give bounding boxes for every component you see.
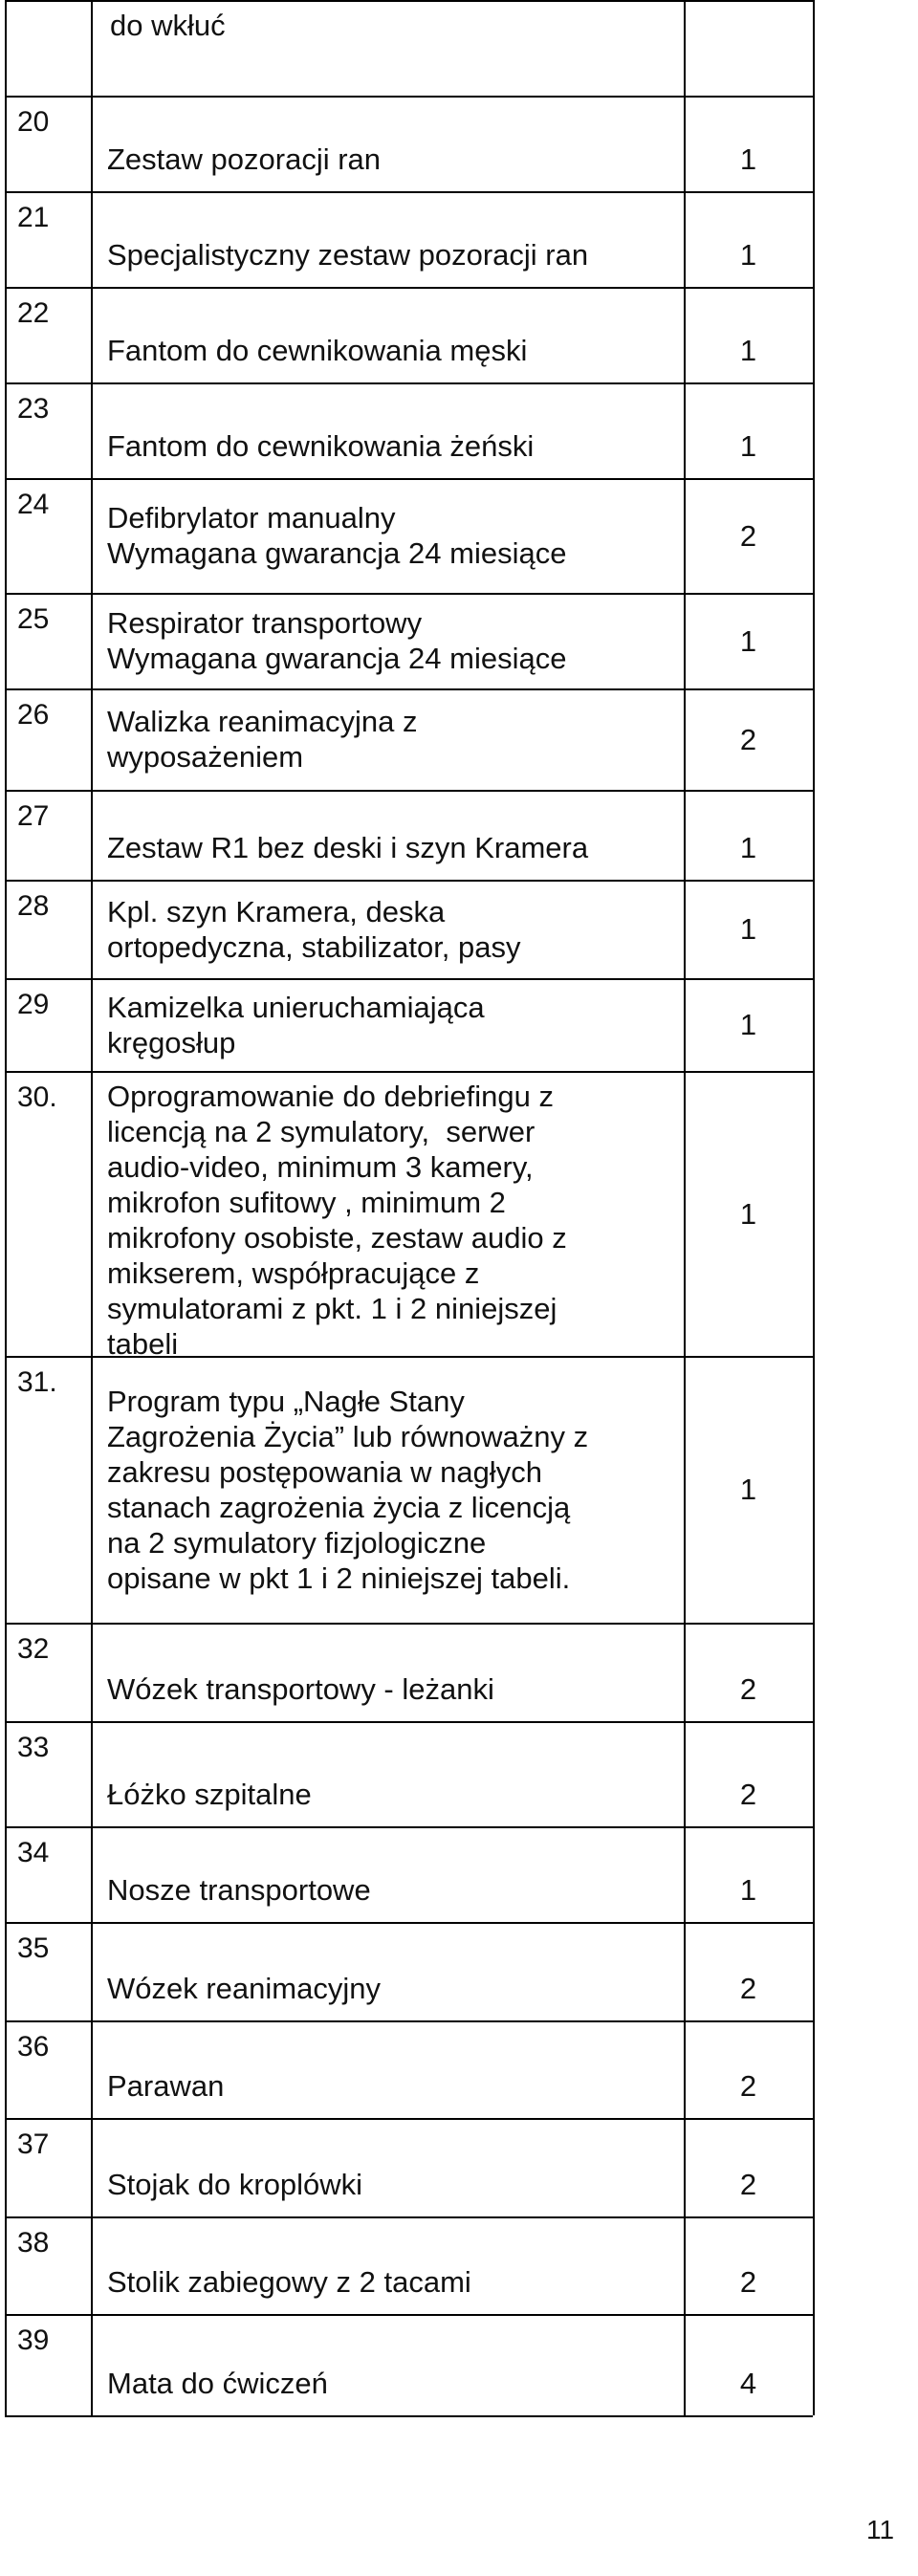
row-item-name: Specjalistyczny zestaw pozoracji ran — [107, 238, 589, 272]
row-border — [5, 1623, 813, 1625]
row-border — [5, 790, 813, 792]
row-quantity: 1 — [739, 1473, 757, 1506]
row-item-name: Defibrylator manualny Wymagana gwarancja 24 miesiące — [107, 501, 567, 570]
row-border — [5, 2216, 813, 2218]
row-number: 28 — [17, 890, 50, 922]
row-border — [5, 382, 813, 384]
row-number: 27 — [17, 800, 50, 832]
row-quantity: 1 — [739, 429, 757, 463]
row-border — [5, 287, 813, 289]
row-number: 32 — [17, 1633, 50, 1665]
row-quantity: 2 — [739, 2265, 757, 2299]
row-border — [5, 688, 813, 690]
row-item-name: Zestaw R1 bez deski i szyn Kramera — [107, 831, 589, 864]
row-number: 31. — [17, 1366, 57, 1398]
row-border — [5, 191, 813, 193]
row-number: 22 — [17, 297, 50, 329]
row-item-name: Respirator transportowy Wymagana gwarancja 24 miesiące — [107, 606, 567, 675]
row-number: 35 — [17, 1932, 50, 1964]
row-border — [5, 96, 813, 98]
row-number: 39 — [17, 2325, 50, 2356]
row-quantity: 2 — [739, 2168, 757, 2201]
row-border — [5, 2415, 813, 2417]
row-quantity: 1 — [739, 912, 757, 946]
row-item-name: Wózek reanimacyjny — [107, 1972, 381, 2005]
row-quantity: 4 — [739, 2367, 757, 2400]
row-border — [5, 478, 813, 480]
row-quantity: 1 — [739, 238, 757, 272]
row-border — [5, 1721, 813, 1723]
row-number: 29 — [17, 989, 50, 1020]
row-number: 25 — [17, 603, 50, 635]
row-item-name: Zestaw pozoracji ran — [107, 142, 382, 176]
row-border — [5, 2314, 813, 2316]
row-item-name: Nosze transportowe — [107, 1873, 371, 1907]
row-number: 36 — [17, 2031, 50, 2063]
row-item-name: Kpl. szyn Kramera, deska ortopedyczna, stabilizator, pasy — [107, 894, 521, 964]
row-item-name: Oprogramowanie do debriefingu z licencją na 2 symulatory, serwer audio-video, minimum 3 kamery, mikrofon sufitowy , minimum 2 mikrofony osobiste, zestaw audio z mikserem, współpracujące z symulatorami z pkt. 1 i 2 niniejszej tabeli — [107, 1080, 567, 1361]
row-number: 34 — [17, 1837, 50, 1868]
header-cell-text: do wkłuć — [110, 9, 226, 42]
table-right-border — [813, 0, 815, 2415]
row-item-name: Program typu „Nagłe Stany Zagrożenia Życia” lub równoważny z zakresu postępowania w nagłych stanach zagrożenia życia z licencją na 2 symulatory fizjologiczne opisane w pkt 1 i 2 niniejszej tabeli. — [107, 1384, 589, 1595]
row-border — [5, 2118, 813, 2120]
row-border — [5, 880, 813, 882]
row-number: 37 — [17, 2128, 50, 2160]
row-border — [5, 1922, 813, 1924]
row-quantity: 2 — [739, 1778, 757, 1811]
row-item-name: Parawan — [107, 2069, 225, 2103]
row-number: 30. — [17, 1081, 57, 1113]
row-item-name: Kamizelka unieruchamiająca kręgosłup — [107, 990, 485, 1059]
row-quantity: 1 — [739, 142, 757, 176]
table-left-border — [5, 0, 7, 2415]
row-border — [5, 2020, 813, 2022]
row-item-name: Wózek transportowy - leżanki — [107, 1672, 494, 1706]
row-quantity: 2 — [739, 2069, 757, 2103]
row-number: 38 — [17, 2227, 50, 2259]
row-quantity: 2 — [739, 722, 757, 756]
row-border — [5, 0, 813, 2]
number-column-border — [91, 0, 93, 2415]
row-border — [5, 1826, 813, 1828]
row-quantity: 1 — [739, 831, 757, 864]
row-quantity: 2 — [739, 1672, 757, 1706]
row-quantity: 1 — [739, 623, 757, 658]
row-border — [5, 1071, 813, 1073]
page-number: 11 — [866, 2515, 895, 2544]
row-quantity: 2 — [739, 1972, 757, 2005]
row-quantity: 2 — [739, 518, 757, 553]
row-border — [5, 978, 813, 980]
row-item-name: Walizka reanimacyjna z wyposażeniem — [107, 705, 418, 774]
row-number: 23 — [17, 393, 50, 425]
row-item-name: Mata do ćwiczeń — [107, 2367, 328, 2400]
row-number: 21 — [17, 202, 50, 233]
row-number: 26 — [17, 699, 50, 731]
row-item-name: Stolik zabiegowy z 2 tacami — [107, 2265, 471, 2299]
row-item-name: Fantom do cewnikowania żeński — [107, 429, 535, 463]
row-quantity: 1 — [739, 334, 757, 367]
row-number: 24 — [17, 489, 50, 520]
row-number: 20 — [17, 106, 50, 138]
row-item-name: Fantom do cewnikowania męski — [107, 334, 528, 367]
row-quantity: 1 — [739, 1196, 757, 1231]
row-quantity: 1 — [739, 1008, 757, 1041]
row-quantity: 1 — [739, 1873, 757, 1907]
row-number: 33 — [17, 1732, 50, 1763]
row-border — [5, 593, 813, 595]
row-item-name: Łóżko szpitalne — [107, 1778, 312, 1811]
row-item-name: Stojak do kroplówki — [107, 2168, 363, 2201]
